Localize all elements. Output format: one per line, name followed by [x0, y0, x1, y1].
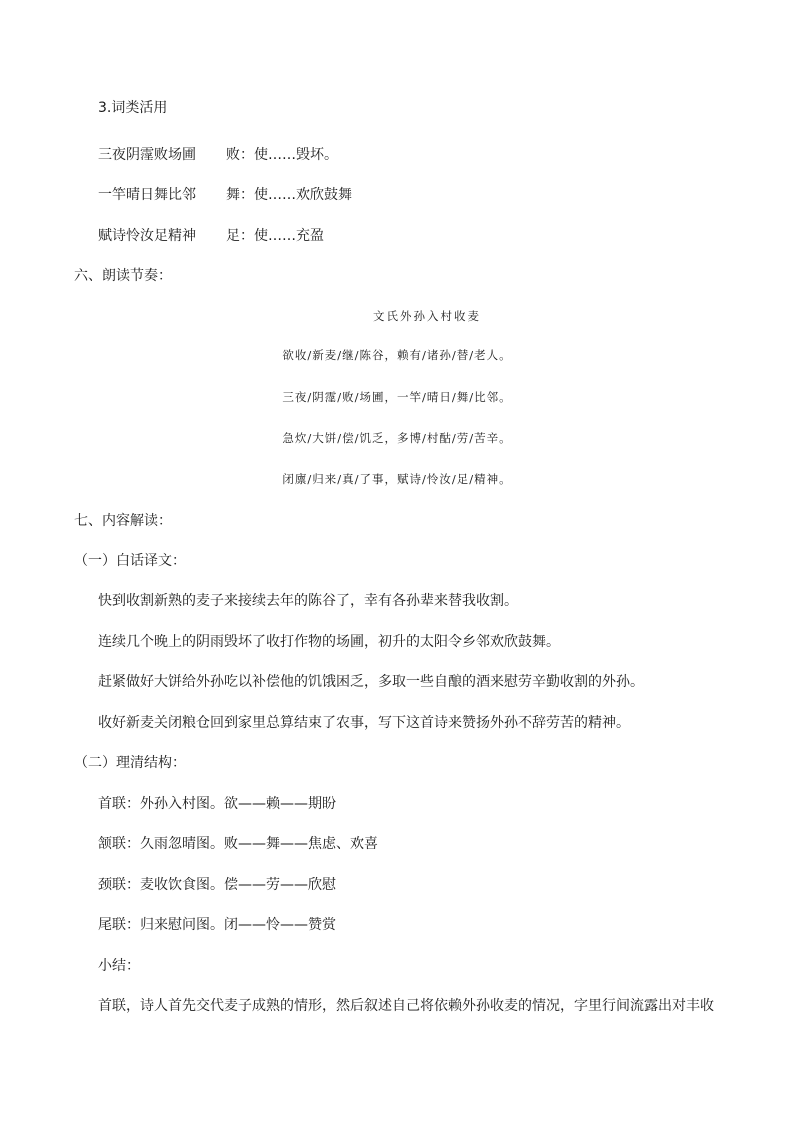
usage-heading: 3.词类活用	[98, 100, 168, 116]
usage-phrase: 赋诗怜汝足精神	[98, 228, 196, 244]
usage-note: 足：使……充盈	[226, 228, 324, 244]
usage-row	[98, 185, 352, 205]
poem-line: 三夜/阴霪/败/场圃，一竿/晴日/舞/比邻。	[282, 390, 512, 404]
structure-item: 颈联：麦收饮食图。偿——劳——欣慰	[98, 877, 336, 893]
translation-paragraph: 连续几个晚上的阴雨毁坏了收打作物的场圃，初升的太阳令乡邻欢欣鼓舞。	[98, 634, 560, 650]
usage-note: 败：使……毁坏。	[226, 147, 338, 163]
poem-line: 急炊/大饼/偿/饥乏，多博/村酤/劳/苦辛。	[282, 431, 512, 445]
poem-title: 文氏外孙入村收麦	[373, 309, 481, 323]
translation-heading: （一）白话译文：	[74, 553, 186, 569]
translation-paragraph: 赶紧做好大饼给外孙吃以补偿他的饥饿困乏，多取一些自酿的酒来慰劳辛勤收割的外孙。	[98, 674, 644, 690]
translation-paragraph: 收好新麦关闭粮仓回到家里总算结束了农事，写下这首诗来赞扬外孙不辞劳苦的精神。	[98, 715, 630, 731]
section-six-heading: 六、朗读节奏：	[74, 268, 172, 284]
structure-item: 尾联：归来慰问图。闭——怜——赞赏	[98, 917, 336, 933]
structure-item: 颔联：久雨忽晴图。败——舞——焦虑、欢喜	[98, 836, 378, 852]
usage-row	[98, 226, 324, 246]
usage-note: 舞：使……欢欣鼓舞	[226, 187, 352, 203]
structure-heading: （二）理清结构：	[74, 755, 186, 771]
usage-phrase: 一竿晴日舞比邻	[98, 187, 196, 203]
summary-label: 小结：	[98, 958, 140, 974]
poem-line: 闭廪/归来/真/了事，赋诗/怜汝/足/精神。	[282, 472, 512, 486]
usage-phrase: 三夜阴霪败场圃	[98, 147, 196, 163]
usage-row	[98, 145, 338, 165]
poem-line: 欲收/新麦/继/陈谷，赖有/诸孙/替/老人。	[282, 348, 512, 362]
section-seven-heading: 七、内容解读：	[74, 513, 172, 529]
structure-item: 首联：外孙入村图。欲——赖——期盼	[98, 796, 336, 812]
summary-paragraph: 首联，诗人首先交代麦子成熟的情形，然后叙述自己将依赖外孙收麦的情况，字里行间流露出对丰收	[98, 998, 714, 1014]
translation-paragraph: 快到收割新熟的麦子来接续去年的陈谷了，幸有各孙辈来替我收割。	[98, 593, 518, 609]
